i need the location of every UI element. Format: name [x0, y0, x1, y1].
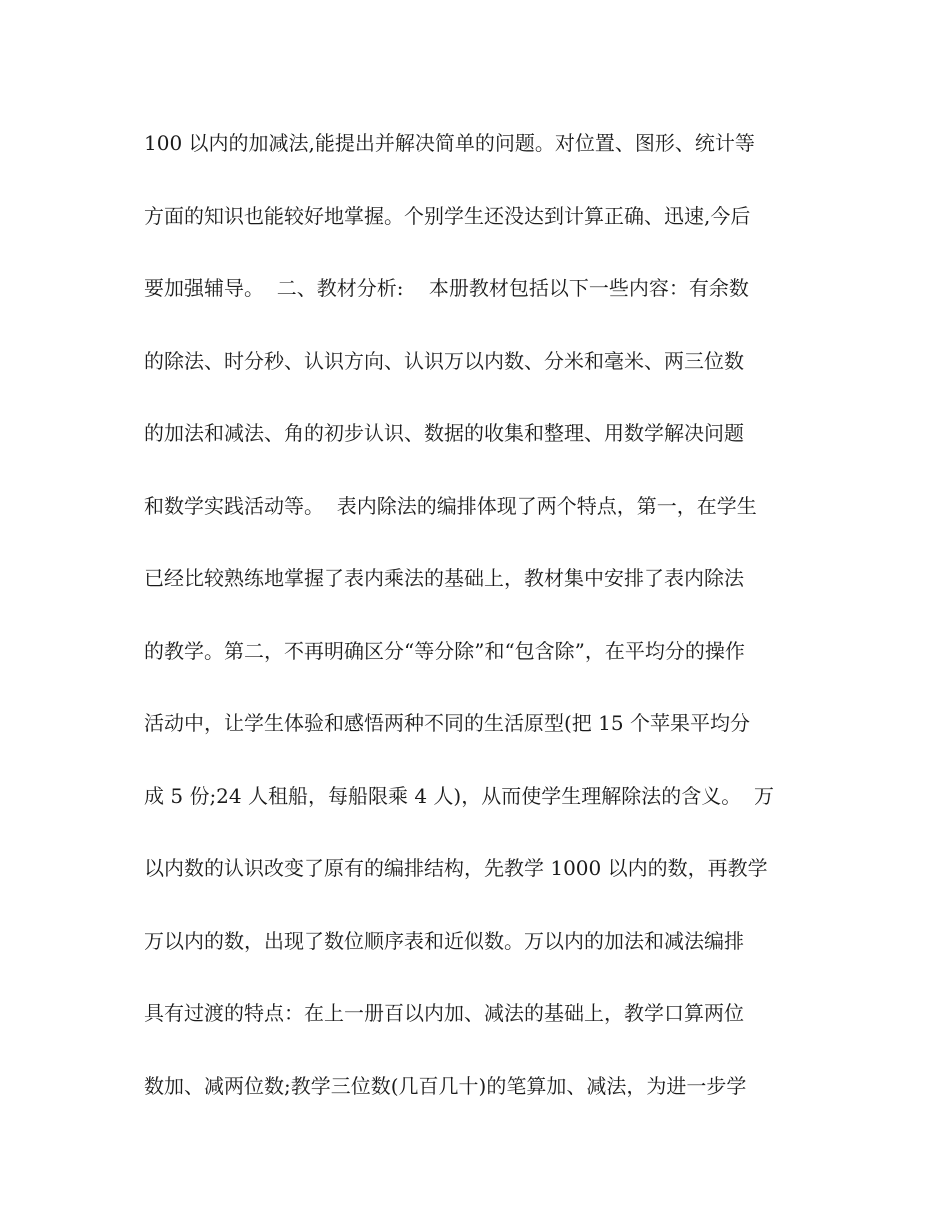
text-line: 具有过渡的特点：在上一册百以内加、减法的基础上，教学口算两位 — [144, 1001, 744, 1025]
text-line: 的教学。第二，不再明确区分“等分除”和“包含除”，在平均分的操作 — [144, 638, 745, 663]
body-text — [144, 118, 824, 1133]
text-line: 的加法和减法、角的初步认识、数据的收集和整理、用数学解决问题 — [144, 421, 744, 445]
text-line: 数加、减两位数;教学三位数(几百几十)的笔算加、减法，为进一步学 — [144, 1073, 747, 1098]
text-line: 万以内的数，出现了数位顺序表和近似数。万以内的加法和减法编排 — [144, 928, 744, 953]
text-line: 以内数的认识改变了原有的编排结构，先教学 1000 以内的数，再教学 — [144, 856, 768, 880]
text-line: 要加强辅导。 二、教材分析: 本册教材包括以下一些内容：有余数 — [144, 276, 749, 300]
text-line: 的除法、时分秒、认识方向、认识万以内数、分米和毫米、两三位数 — [144, 348, 744, 373]
text-line: 100 以内的加减法,能提出并解决简单的问题。对位置、图形、统计等 — [144, 131, 755, 155]
text-line: 活动中，让学生体验和感悟两种不同的生活原型(把 15 个苹果平均分 — [144, 711, 750, 735]
text-line: 成 5 份;24 人租船，每船限乘 4 人)，从而使学生理解除法的含义。 万 — [144, 783, 774, 808]
text-line: 和数学实践活动等。 表内除法的编排体现了两个特点，第一，在学生 — [144, 493, 757, 518]
text-line: 已经比较熟练地掌握了表内乘法的基础上，教材集中安排了表内除法 — [144, 566, 744, 590]
text-line: 方面的知识也能较好地掌握。个别学生还没达到计算正确、迅速,今后 — [144, 203, 751, 228]
